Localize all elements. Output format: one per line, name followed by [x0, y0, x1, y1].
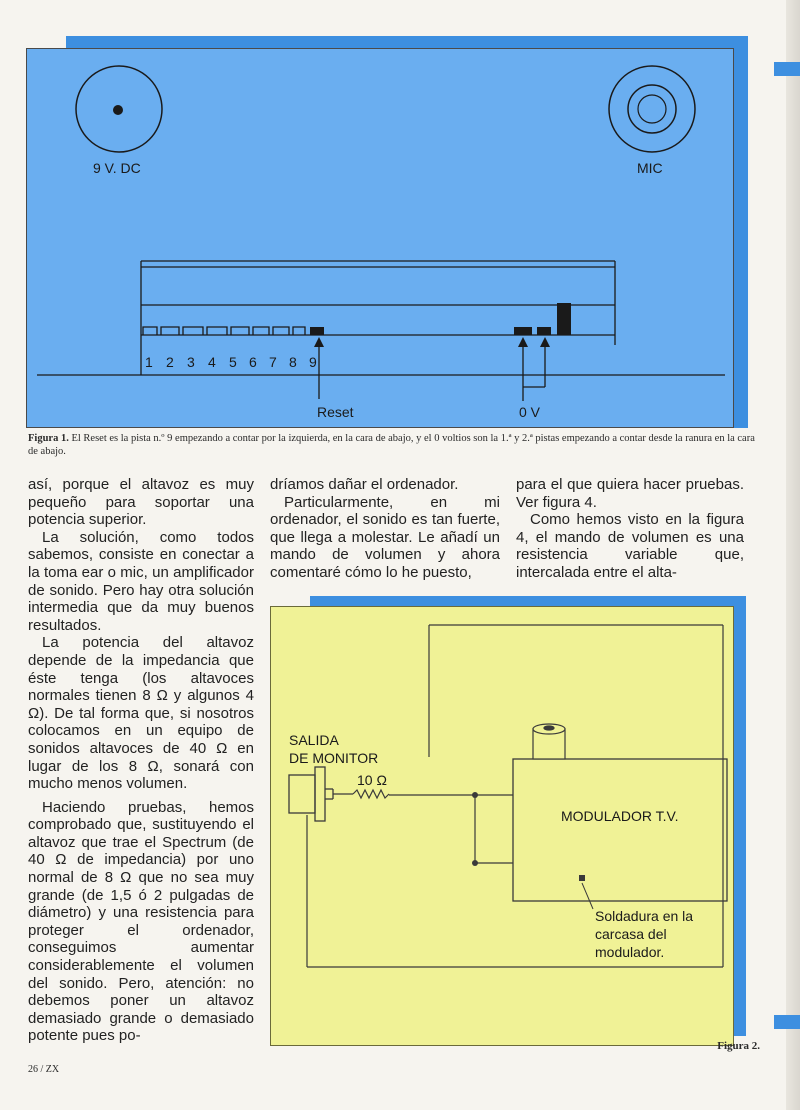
figure1-caption-prefix: Figura 1.: [28, 433, 69, 444]
paragraph: Haciendo pruebas, hemos comprobado que, sustituyendo el altavoz que trae el Spectrum (de 40 Ω de impedancia) por uno normal de 8 Ω que no sea muy grande (de 1,5 ó 2 pulgadas de diámetro) y una resistencia para proteger el ordenador, conseguimos aumentar considerablemente el volumen del sonido. Pero, atención: no debemos poner un altavoz demasiado grande o demasiado potente pues po-: [28, 798, 254, 1045]
solder-label-line2: carcasa del: [595, 926, 667, 942]
pin-number-9: 9: [309, 354, 317, 370]
edge-tab-top: [774, 62, 800, 76]
figure1-diagram: [27, 49, 734, 428]
zero-volt-label: 0 V: [519, 404, 541, 420]
zero-volt-arrowhead-1: [518, 337, 528, 347]
modulator-box: [513, 759, 727, 901]
paragraph: dríamos dañar el ordenador.: [270, 476, 459, 493]
monitor-label-line2: DE MONITOR: [289, 750, 379, 766]
paragraph: Como hemos visto en la figura 4, el mando de volumen es una resistencia variable que, intercalada entre el alta-: [516, 511, 744, 581]
jack-mic-outline: [609, 66, 695, 152]
pin-number-1: 1: [145, 354, 153, 370]
pin-number-6: 6: [249, 354, 257, 370]
paragraph: para el que quiera hacer pruebas. Ver figura 4.: [516, 476, 744, 511]
solder-pointer: [582, 883, 593, 909]
paragraph: Particularmente, en mi ordenador, el sonido es tan fuerte, que llega a molestar. Le añadí un mando de volumen y ahora comentaré cómo lo he puesto,: [270, 493, 500, 581]
connector-slot: [557, 303, 571, 335]
jack-mic-label: MIC: [637, 160, 663, 176]
article-column-1: [28, 476, 254, 1045]
figure2: [270, 606, 734, 1046]
reset-label: Reset: [317, 404, 354, 420]
article-column-3: [516, 476, 744, 582]
monitor-label-line1: SALIDA: [289, 732, 339, 748]
modulator-label: MODULADOR T.V.: [561, 808, 679, 824]
figure2-diagram: [271, 607, 734, 1046]
figure2-caption: Figura 2.: [717, 1040, 760, 1052]
solder-label-line3: modulador.: [595, 944, 665, 960]
jack-9v-pin: [113, 105, 123, 115]
jack-mic-core: [638, 95, 666, 123]
pin-number-8: 8: [289, 354, 297, 370]
jack-9v-label: 9 V. DC: [93, 160, 141, 176]
figure1-caption-text: El Reset es la pista n.º 9 empezando a contar por la izquierda, en la cara de abajo, y el 0 voltios son la 1.ª y 2.ª pistas empezando a contar desde la ranura en la cara de abajo.: [28, 433, 755, 457]
article-column-2: [270, 476, 500, 582]
zero-volt-arrowhead-2: [540, 337, 550, 347]
pin-number-7: 7: [269, 354, 277, 370]
zero-volt-arrows: [523, 341, 545, 401]
solder-point: [579, 875, 585, 881]
monitor-connector: [289, 767, 353, 821]
reset-pad: [310, 327, 324, 335]
jack-mic-inner: [628, 85, 676, 133]
pin-number-3: 3: [187, 354, 195, 370]
pin-number-2: 2: [166, 354, 174, 370]
edge-tab-bottom: [774, 1015, 800, 1029]
paragraph: La solución, como todos sabemos, consiste en conectar a la toma ear o mic, un amplificador de sonido. Pero hay otra solución intermedia que da muy buenos resultados.: [28, 528, 254, 634]
page-edge: [786, 0, 800, 1110]
solder-label-line1: Soldadura en la: [595, 908, 694, 924]
zero-volt-pad-2: [537, 327, 551, 335]
junction-dot-2: [472, 860, 478, 866]
figure1-caption: [28, 432, 756, 458]
pin-number-4: 4: [208, 354, 216, 370]
pin-number-5: 5: [229, 354, 237, 370]
junction-dot-1: [472, 792, 478, 798]
edge-connector-drawing: [37, 261, 725, 375]
resistor: [353, 790, 389, 798]
resistor-label: 10 Ω: [357, 772, 387, 788]
rf-socket: [533, 724, 565, 759]
page-folio: 26 / ZX: [28, 1064, 60, 1075]
paragraph: así, porque el altavoz es muy pequeño para soportar una potencia superior.: [28, 476, 254, 529]
zero-volt-pad-1: [514, 327, 532, 335]
figure1: [26, 48, 734, 428]
paragraph: La potencia del altavoz depende de la impedancia que éste tenga (los altavoces normales tienen 8 Ω y algunos 4 Ω). De tal forma que, si nosotros colocamos en un equipo de sonidos altavoces de 40 Ω en lugar de los 8 Ω, sonará con mucho menos volumen.: [28, 634, 254, 793]
